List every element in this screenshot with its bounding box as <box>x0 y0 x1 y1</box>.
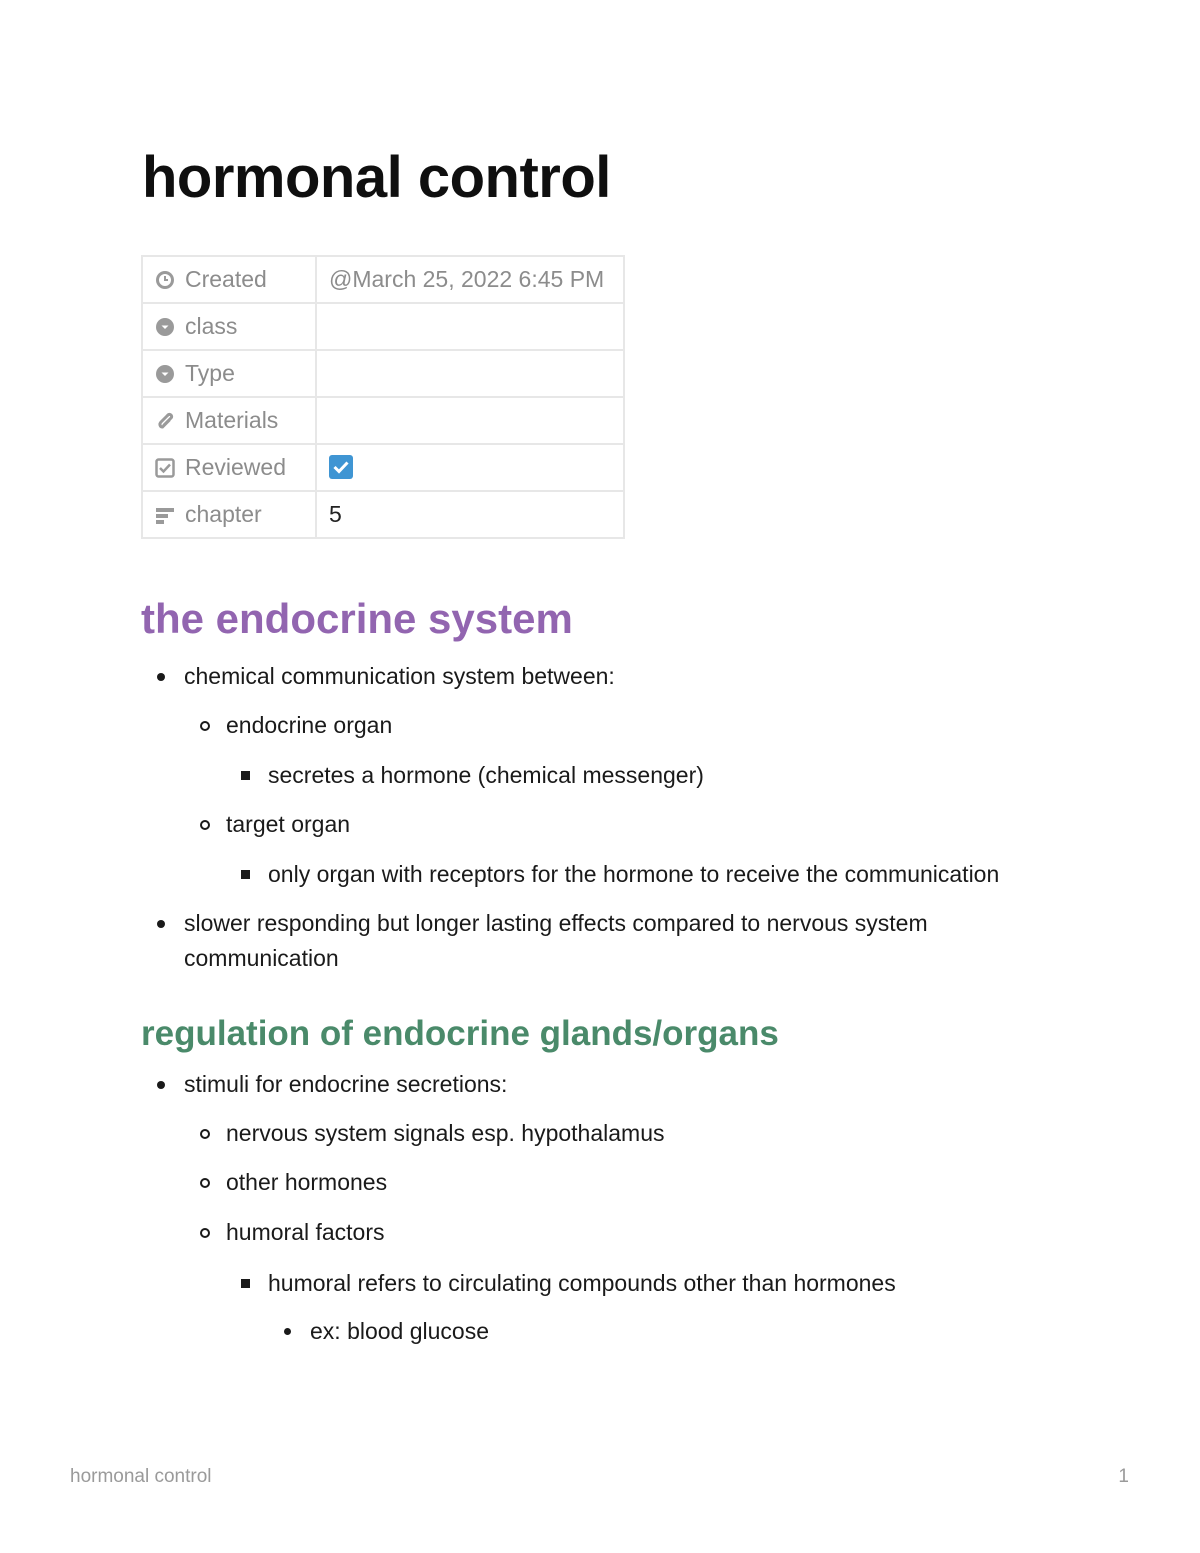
property-name-cell <box>142 397 316 444</box>
property-row-reviewed <box>142 444 624 491</box>
bullet-circle-icon <box>200 1178 210 1188</box>
list-item: chemical communication system between: <box>184 659 615 694</box>
page-title: hormonal control <box>142 145 611 210</box>
property-name-cell <box>142 350 316 397</box>
property-row-type <box>142 350 624 397</box>
list-item: nervous system signals esp. hypothalamus <box>226 1116 665 1151</box>
reviewed-checkbox[interactable] <box>329 455 353 479</box>
property-row-class <box>142 303 624 350</box>
bullet-square-icon <box>241 870 250 879</box>
number-icon <box>155 504 175 524</box>
property-label: Reviewed <box>185 454 286 480</box>
bullet-circle-icon <box>200 1228 210 1238</box>
property-label: Type <box>185 360 235 386</box>
bullet-disc-icon <box>157 1081 165 1089</box>
list-item: humoral factors <box>226 1215 385 1250</box>
property-value-chapter[interactable]: 5 <box>316 491 624 538</box>
footer-title: hormonal control <box>70 1466 212 1487</box>
list-item: endocrine organ <box>226 708 392 743</box>
property-value-class[interactable] <box>316 303 624 350</box>
select-icon <box>155 316 175 336</box>
property-name-cell <box>142 491 316 538</box>
section-heading-endocrine-system: the endocrine system <box>141 595 573 642</box>
list-item: other hormones <box>226 1165 387 1200</box>
bullet-disc-icon <box>284 1328 291 1335</box>
property-value-reviewed <box>316 444 624 491</box>
list-item: only organ with receptors for the hormone to receive the communication <box>268 857 999 892</box>
bullet-square-icon <box>241 771 250 780</box>
property-value-created[interactable]: @March 25, 2022 6:45 PM <box>316 256 624 303</box>
section-heading-regulation: regulation of endocrine glands/organs <box>141 1014 779 1053</box>
bullet-disc-icon <box>157 920 165 928</box>
list-item: secretes a hormone (chemical messenger) <box>268 758 704 793</box>
bullet-disc-icon <box>157 673 165 681</box>
list-item: target organ <box>226 807 350 842</box>
property-label: Materials <box>185 407 279 433</box>
property-name-cell <box>142 303 316 350</box>
property-name-cell <box>142 256 316 303</box>
property-value-materials[interactable] <box>316 397 624 444</box>
list-item: stimuli for endocrine secretions: <box>184 1067 507 1102</box>
properties-table <box>141 255 625 539</box>
property-label: class <box>185 313 238 339</box>
footer-page-number: 1 <box>1118 1466 1129 1487</box>
select-icon <box>155 363 175 383</box>
check-icon <box>331 457 351 477</box>
paperclip-icon <box>155 410 175 430</box>
property-row-materials <box>142 397 624 444</box>
property-row-chapter <box>142 491 624 538</box>
bullet-circle-icon <box>200 1129 210 1139</box>
checkbox-icon <box>155 457 175 477</box>
bullet-circle-icon <box>200 820 210 830</box>
clock-icon <box>155 269 175 289</box>
list-item: slower responding but longer lasting effects compared to nervous system <box>184 906 928 941</box>
list-item: humoral refers to circulating compounds other than hormones <box>268 1266 896 1301</box>
property-name-cell <box>142 444 316 491</box>
property-value-type[interactable] <box>316 350 624 397</box>
bullet-square-icon <box>241 1279 250 1288</box>
property-row-created <box>142 256 624 303</box>
list-item: ex: blood glucose <box>310 1314 489 1349</box>
list-item-continuation: communication <box>184 945 339 971</box>
property-label: Created <box>185 266 267 292</box>
property-label: chapter <box>185 501 262 527</box>
bullet-circle-icon <box>200 721 210 731</box>
